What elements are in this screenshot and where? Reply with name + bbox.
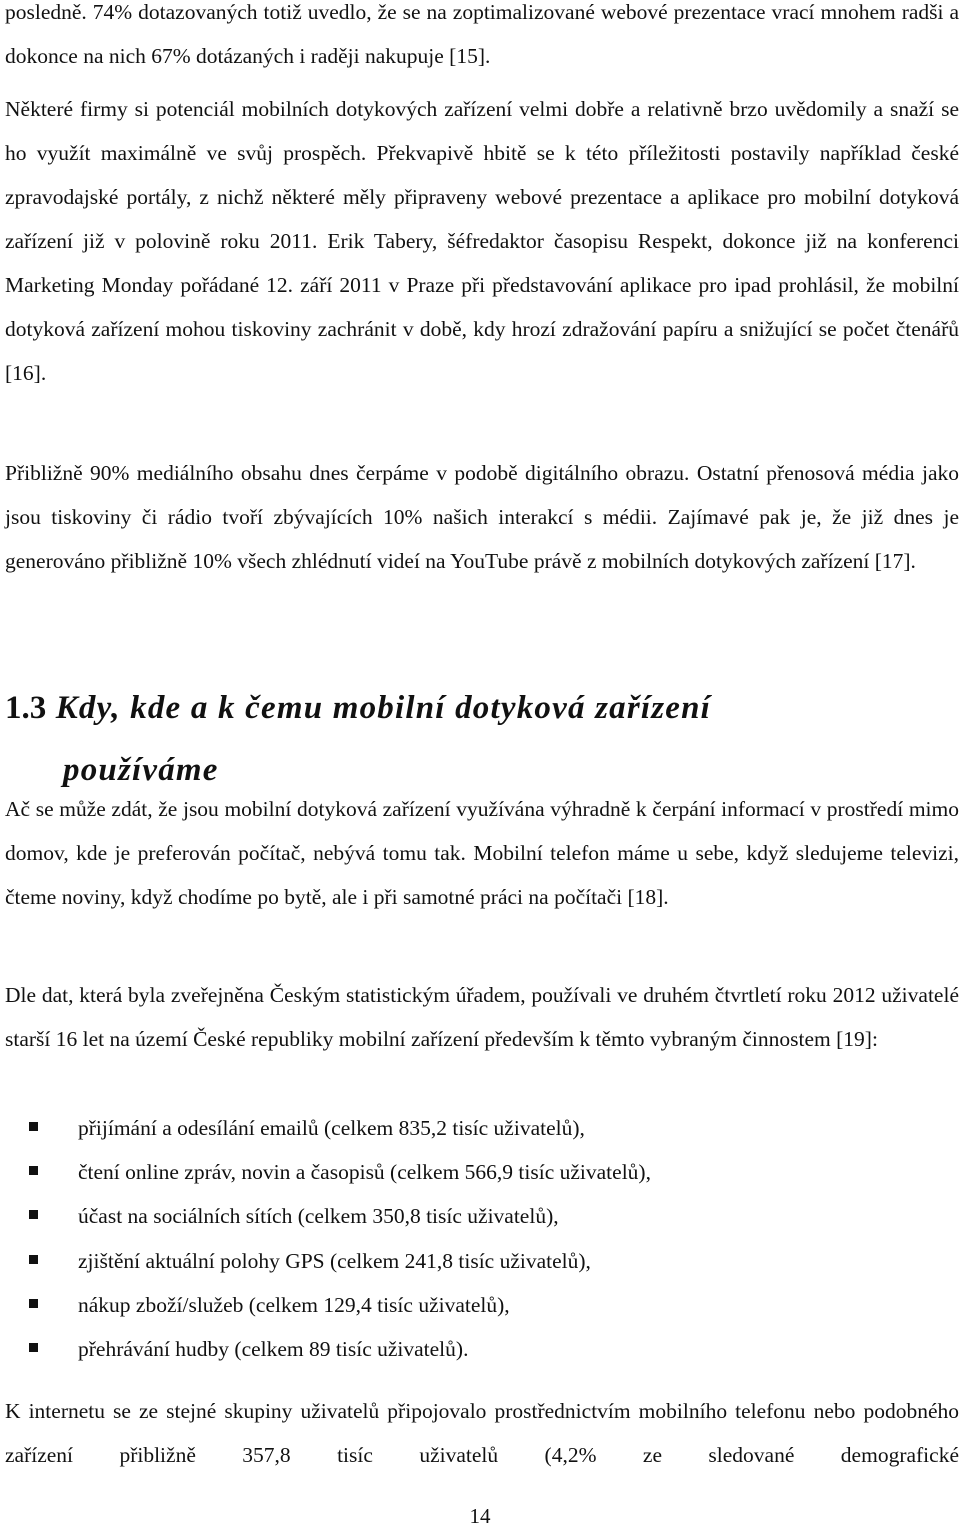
list-item: zjištění aktuální polohy GPS (celkem 241,8 tisíc uživatelů), (5, 1239, 959, 1283)
section-heading (5, 677, 959, 801)
list-item: účast na sociálních sítích (celkem 350,8 tisíc uživatelů), (5, 1194, 959, 1238)
paragraph-czso-data: Dle dat, která byla zveřejněna Českým statistickým úřadem, používali ve druhém čtvrtletí roku 2012 uživatelé starší 16 let na území České republiky mobilní zařízení především k těmto vybraným činnostem [19]: (5, 983, 959, 1051)
paragraph-usage-context: Ač se může zdát, že jsou mobilní dotyková zařízení využívána výhradně k čerpání informací v prostředí mimo domov, kde je preferován počítač, nebývá tomu tak. Mobilní telefon máme u sebe, když sledujeme televizi, čteme noviny, když chodíme po bytě, ale i při samotné práci na počítači [18]. (5, 797, 959, 909)
paragraph-firms-potential: Některé firmy si potenciál mobilních dotykových zařízení velmi dobře a relativně brzo uvědomily a snaží se ho využít maximálně ve svůj prospěch. Překvapivě hbitě se k této příležitosti postavily například české zpravodajské portály, z nichž některé měly připraveny webové prezentace a aplikace pro mobilní dotyková zařízení již v polovině roku 2011. Erik Tabery, šéfredaktor časopisu Respekt, dokonce již na konferenci Marketing Monday pořádané 12. září 2011 v Praze při představování aplikace pro ipad prohlásil, že mobilní dotyková zařízení mohou tiskoviny zachránit v době, kdy hrozí zdražování papíru a snižující se počet čtenářů [16]. (5, 97, 959, 385)
square-bullet-icon (29, 1299, 38, 1308)
paragraph-digital-media: Přibližně 90% mediálního obsahu dnes čerpáme v podobě digitálního obrazu. Ostatní přenosová média jako jsou tiskoviny či rádio tvoří zbývajících 10% našich interakcí s médii. Zajímavé pak je, že již dnes je generováno přibližně 10% všech zhlédnutí videí na YouTube právě z mobilních dotykových zařízení [17]. (5, 461, 959, 573)
square-bullet-icon (29, 1255, 38, 1264)
section-title-line1: Kdy, kde a k čemu mobilní dotyková zařízení (55, 690, 712, 727)
section-number: 1.3 (5, 690, 47, 727)
paragraph-mobile-internet: K internetu se ze stejné skupiny uživatelů připojovalo prostřednictvím mobilního telefonu nebo podobného zařízení přibližně 357,8 tisíc uživatelů (4,2% ze sledované demografické (5, 1399, 959, 1467)
activities-list (5, 1106, 959, 1371)
square-bullet-icon (29, 1166, 38, 1175)
square-bullet-icon (29, 1210, 38, 1219)
paragraph-survey-results: posledně. 74% dotazovaných totiž uvedlo, že se na zoptimalizované webové prezentace vrací mnohem radši a dokonce na nich 67% dotázaných i raději nakupuje [15]. (5, 0, 959, 68)
square-bullet-icon (29, 1343, 38, 1352)
list-item: přehrávání hudby (celkem 89 tisíc uživatelů). (5, 1327, 959, 1371)
square-bullet-icon (29, 1122, 38, 1131)
section-title-line2: používáme (63, 752, 219, 789)
list-item: nákup zboží/služeb (celkem 129,4 tisíc uživatelů), (5, 1283, 959, 1327)
list-item: přijímání a odesílání emailů (celkem 835,2 tisíc uživatelů), (5, 1106, 959, 1150)
list-item: čtení online zpráv, novin a časopisů (celkem 566,9 tisíc uživatelů), (5, 1150, 959, 1194)
page-number: 14 (469, 1504, 491, 1528)
